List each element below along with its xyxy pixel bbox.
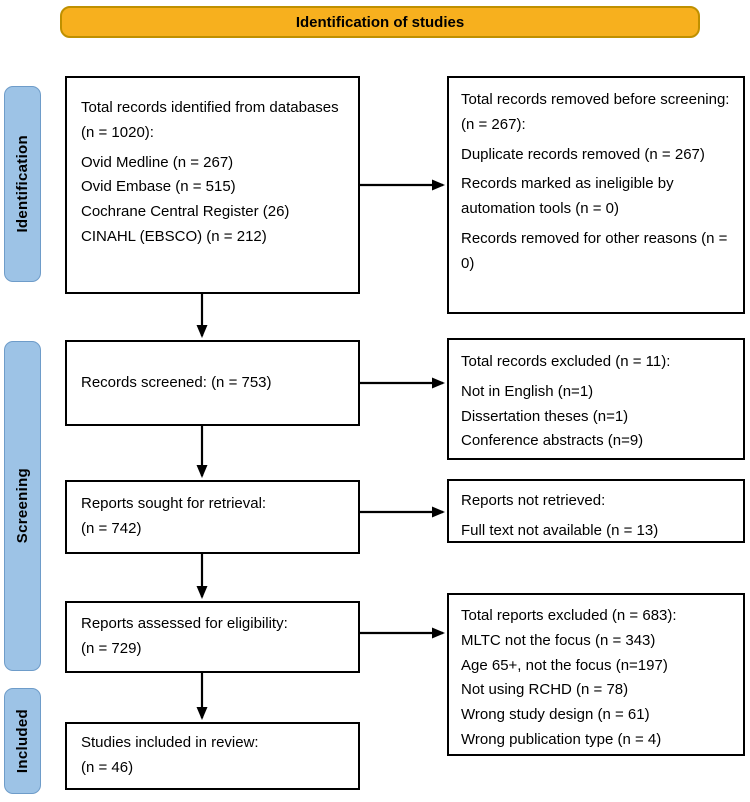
box-line: Not in English (n=1) <box>461 382 594 400</box>
box-line: Full text not available (n = 13) <box>461 521 659 539</box>
box-line: Records screened: (n = 753) <box>81 373 272 391</box>
box-reports-excluded <box>447 593 745 756</box>
box-line: Ovid Medline (n = 267) <box>81 153 234 171</box>
box-line: MLTC not the focus (n = 343) <box>461 631 656 649</box>
box-line: (n = 46) <box>81 759 134 776</box>
box-reports-assessed-for-eligibility <box>65 601 360 673</box>
stage-label-text: Screening <box>14 468 31 544</box>
box-line: Age 65+, not the focus (n=197) <box>461 656 668 674</box>
box-line: Reports sought for retrieval: <box>81 495 267 513</box>
box-line: (n = 729) <box>81 640 142 657</box>
box-reports-not-retrieved <box>447 479 745 543</box>
box-line: Wrong publication type (n = 4) <box>461 730 662 748</box>
banner-identification-of-studies <box>60 6 700 38</box>
stage-label-identification <box>4 86 41 282</box>
box-line: Cochrane Central Register (26) <box>81 203 290 220</box>
box-line: Not using RCHD (n = 78) <box>461 681 629 699</box>
box-records-removed-before-screening <box>447 76 745 314</box>
box-heading: Total records removed before screening: (n = 267): <box>461 91 730 133</box>
box-records-screened <box>65 340 360 426</box>
box-line: Records marked as ineligible by automation tools (n = 0) <box>461 175 674 217</box>
box-line: Duplicate records removed (n = 267) <box>461 145 705 163</box>
box-line: CINAHL (EBSCO) (n = 212) <box>81 227 267 245</box>
box-heading: Total records excluded (n = 11): <box>461 353 671 370</box>
box-heading: Total reports excluded (n = 683): <box>461 607 677 624</box>
box-line: Dissertation theses (n=1) <box>461 407 629 425</box>
box-line: (n = 742) <box>81 520 142 537</box>
box-studies-included-in-review <box>65 722 360 790</box>
stage-label-text: Included <box>14 708 31 774</box>
box-line: Conference abstracts (n=9) <box>461 432 644 450</box>
banner-label: Identification of studies <box>295 13 465 31</box>
box-line: Reports assessed for eligibility: <box>81 615 288 633</box>
box-records-excluded <box>447 338 745 460</box>
stage-label-text: Identification <box>14 135 31 233</box>
box-records-identified <box>65 76 360 294</box>
box-line: Ovid Embase (n = 515) <box>81 178 236 196</box>
stage-label-included <box>4 688 41 794</box>
box-line: Studies included in review: <box>81 734 259 752</box>
box-line: Records removed for other reasons (n = 0) <box>461 229 728 272</box>
box-reports-sought-for-retrieval <box>65 480 360 554</box>
box-line: Wrong study design (n = 61) <box>461 706 650 723</box>
box-heading: Total records identified from databases (n = 1020): <box>81 99 339 141</box>
stage-label-screening <box>4 341 41 671</box>
box-heading: Reports not retrieved: <box>461 492 606 509</box>
